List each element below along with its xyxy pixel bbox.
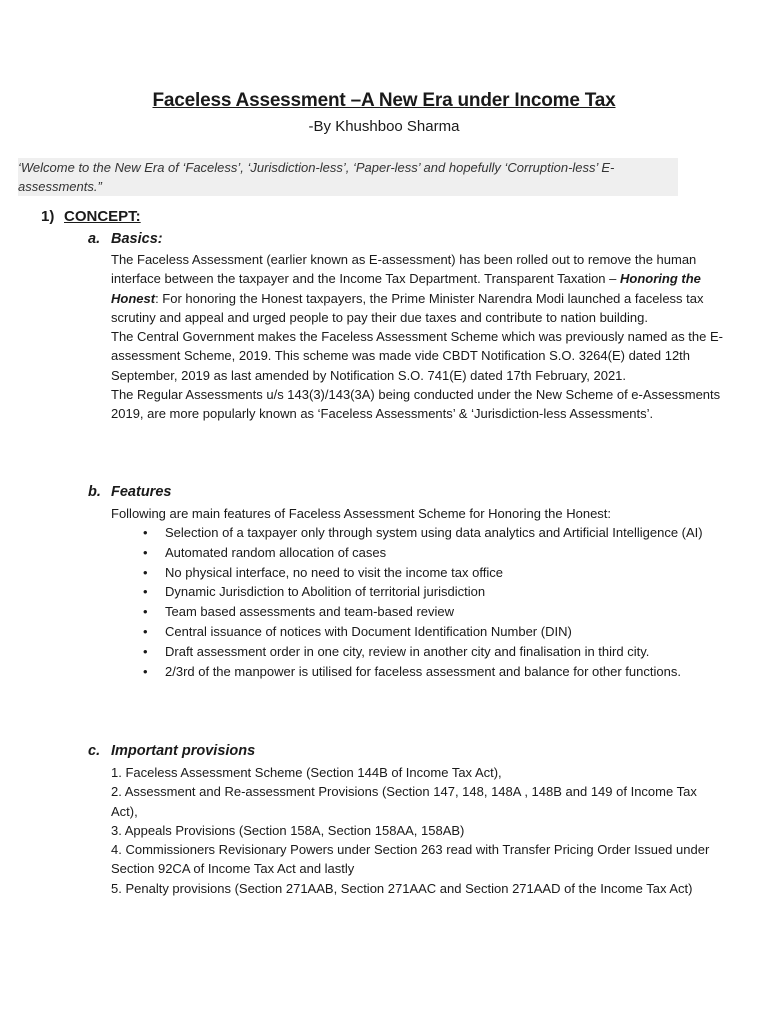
bullet-icon: • [143, 564, 148, 580]
list-item: • Automated random allocation of cases [140, 543, 733, 563]
subsection-title-features: Features [111, 484, 172, 500]
basics-paragraph-2: The Central Government makes the Faceless Assessment Scheme which was previously named as the E-assessment Scheme, 2019. This scheme was made vide CBDT Notification S.O. 3264(E) dated 12th September, 2019 as last amended by Notification S.O. 741(E) dated 17th February, 2021. [111, 329, 723, 383]
list-item: 2. Assessment and Re-assessment Provisions (Section 147, 148, 148A , 148B and 149 of Income Tax Act), [111, 784, 697, 819]
features-intro: Following are main features of Faceless Assessment Scheme for Honoring the Honest: [111, 506, 612, 521]
list-item: • Draft assessment order in one city, review in another city and finalisation in third city. [140, 642, 733, 662]
section-number: 1) [41, 208, 55, 225]
bullet-icon: • [143, 604, 148, 620]
list-item: 4. Commissioners Revisionary Powers under Section 263 read with Transfer Pricing Order Issued under Section 92CA of Income Tax Act and lastly [111, 842, 710, 877]
basics-paragraph-3: The Regular Assessments u/s 143(3)/143(3A) being conducted under the New Scheme of e-Assessments 2019, are more popularly known as ‘Faceless Assessments’ & ‘Jurisdiction-less Assessments’. [111, 387, 721, 422]
subsection-title-basics: Basics: [111, 231, 163, 247]
honoring-the-honest-emphasis: Honoring the Honest [111, 271, 701, 306]
subsection-letter-features: b. [88, 484, 101, 500]
provisions-list [111, 763, 721, 898]
author-line: -By Khushboo Sharma [308, 118, 460, 135]
list-item: • Selection of a taxpayer only through system using data analytics and Artificial Intelligence (AI) [140, 523, 733, 543]
section-title: CONCEPT: [64, 208, 141, 225]
subsection-letter-provisions: c. [88, 743, 101, 759]
list-item: 1. Faceless Assessment Scheme (Section 144B of Income Tax Act), [111, 765, 502, 780]
document-title: Faceless Assessment –A New Era under Income Tax [152, 90, 616, 111]
list-item: 3. Appeals Provisions (Section 158A, Section 158AA, 158AB) [111, 822, 465, 838]
bullet-icon: • [143, 525, 148, 540]
features-list [140, 523, 733, 681]
basics-paragraph-1: The Faceless Assessment (earlier known as E-assessment) has been rolled out to remove the human interface between the taxpayer and the Income Tax Department. Transparent Taxation – Honoring the Honest: For honoring the Honest taxpayers, the Prime Minister Narendra Modi launched a faceless tax scrutiny and appeal and urged people to pay their due taxes and contribute to nation building. [111, 252, 704, 325]
intro-quote: ‘Welcome to the New Era of ‘Faceless’, ‘Jurisdiction-less’, ‘Paper-less’ and hopefully ‘Corruption-less’ E-assessments.” [18, 158, 678, 196]
subsection-letter-basics: a. [88, 231, 101, 247]
bullet-icon: • [143, 584, 148, 600]
bullet-icon: • [143, 544, 148, 560]
basics-body [111, 250, 733, 424]
bullet-icon: • [143, 623, 148, 639]
bullet-icon: • [143, 643, 148, 659]
list-item: • 2/3rd of the manpower is utilised for faceless assessment and balance for other functions. [140, 662, 733, 682]
list-item: • Team based assessments and team-based review [140, 602, 733, 622]
list-item: • No physical interface, no need to visit the income tax office [140, 563, 733, 583]
subsection-title-provisions: Important provisions [111, 743, 256, 759]
list-item: 5. Penalty provisions (Section 271AAB, Section 271AAC and Section 271AAD of the Income Tax Act) [111, 880, 693, 896]
list-item: • Central issuance of notices with Document Identification Number (DIN) [140, 622, 733, 642]
list-item: • Dynamic Jurisdiction to Abolition of territorial jurisdiction [140, 582, 733, 602]
bullet-icon: • [143, 663, 148, 679]
